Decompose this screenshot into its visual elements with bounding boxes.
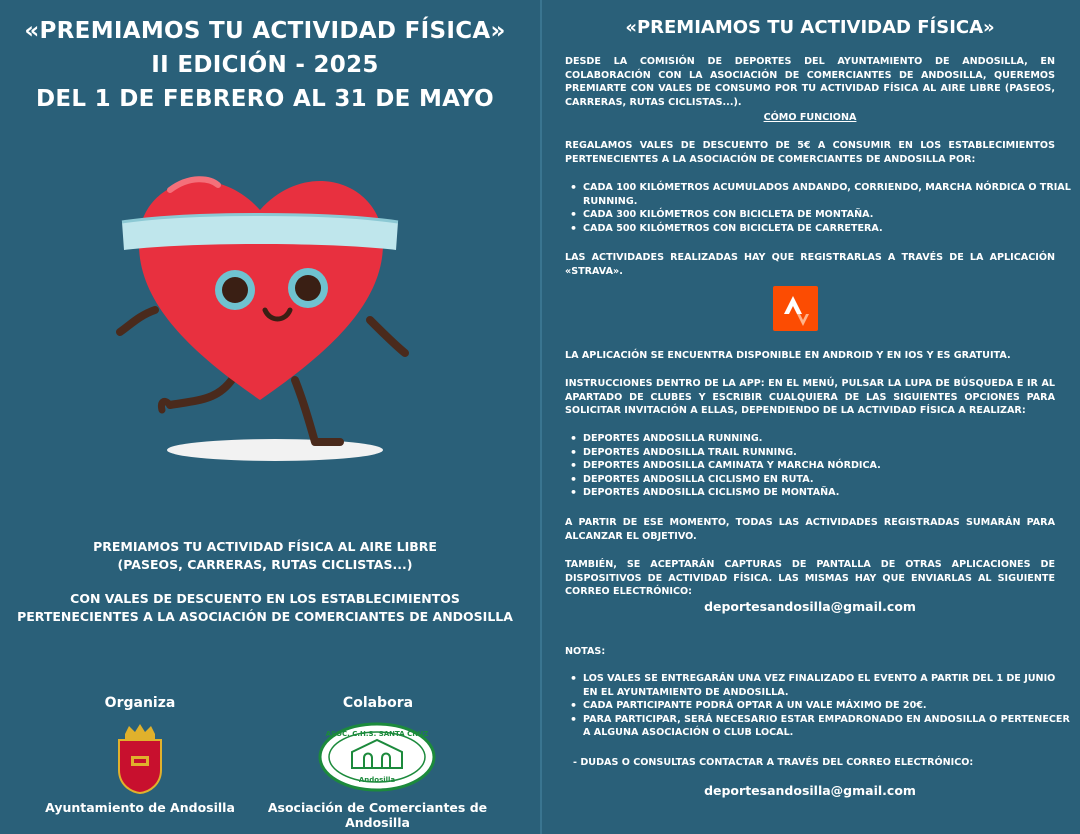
colabora-label: Colabora bbox=[342, 695, 414, 711]
screenshots-paragraph: TAMBIÉN, SE ACEPTARÁN CAPTURAS DE PANTALLA DE OTRAS APLICACIONES DE DISPOSITIVOS DE ACTIVIDAD FÍSICA. LAS MISMAS HAY QUE ENVIARLAS AL SIGUIENTE CORREO ELECTRÓNICO: bbox=[565, 559, 1055, 597]
notes-list bbox=[565, 672, 1073, 740]
blurb-outdoor-line1: PREMIAMOS TU ACTIVIDAD FÍSICA AL AIRE LIBRE bbox=[93, 539, 437, 554]
how-it-works-heading: CÓMO FUNCIONA bbox=[763, 112, 857, 123]
list-item: • CADA 100 KILÓMETROS ACUMULADOS ANDANDO, CORRIENDO, MARCHA NÓRDICA O TRIAL RUNNING. bbox=[583, 181, 1073, 208]
vouchers-paragraph: REGALAMOS VALES DE DESCUENTO DE 5€ A CONSUMIR EN LOS ESTABLECIMIENTOS PERTENECIENTES A LA ASOCIACIÓN DE COMERCIANTES DE ANDOSILLA POR: bbox=[565, 140, 1055, 165]
andosilla-crest-icon bbox=[115, 722, 165, 794]
list-item: • CADA 500 KILÓMETROS CON BICICLETA DE CARRETERA. bbox=[583, 222, 1073, 236]
app-availability: LA APLICACIÓN SE ENCUENTRA DISPONIBLE EN ANDROID Y EN IOS Y ES GRATUITA. bbox=[565, 350, 1011, 361]
notes-heading: NOTAS: bbox=[565, 646, 606, 657]
rules-title: «PREMIAMOS TU ACTIVIDAD FÍSICA» bbox=[625, 17, 995, 38]
list-item: • DEPORTES ANDOSILLA RUNNING. bbox=[583, 432, 1073, 446]
list-item: • LOS VALES SE ENTREGARÁN UNA VEZ FINALIZADO EL EVENTO A PARTIR DEL 1 DE JUNIO EN EL AYUNTAMIENTO DE ANDOSILLA. bbox=[583, 672, 1073, 699]
doubts-paragraph: - DUDAS O CONSULTAS CONTACTAR A TRAVÉS DEL CORREO ELECTRÓNICO: bbox=[573, 757, 974, 768]
right-panel bbox=[565, 0, 1071, 834]
doubts-email-link[interactable]: deportesandosilla@gmail.com bbox=[704, 783, 916, 798]
strava-logo-icon[interactable] bbox=[773, 286, 818, 331]
intro-paragraph: DESDE LA COMISIÓN DE DEPORTES DEL AYUNTAMIENTO DE ANDOSILLA, EN COLABORACIÓN CON LA ASOCIACIÓN DE COMERCIANTES DE ANDOSILLA, QUEREMOS PREMIARTE CON VALES DE CONSUMO POR TU ACTIVIDAD FÍSICA AL AIRE LIBRE (PASEOS, CARRERAS, RUTAS CICLISTAS...). bbox=[565, 56, 1055, 108]
blurb-vouchers bbox=[0, 590, 530, 626]
poster-title: «PREMIAMOS TU ACTIVIDAD FÍSICA» bbox=[24, 18, 506, 44]
date-range: DEL 1 DE FEBRERO AL 31 DE MAYO bbox=[35, 86, 495, 112]
edition-label: II EDICIÓN - 2025 bbox=[151, 52, 379, 78]
list-item: • DEPORTES ANDOSILLA TRAIL RUNNING. bbox=[583, 446, 1073, 460]
list-item: • CADA 300 KILÓMETROS CON BICICLETA DE MONTAÑA. bbox=[583, 208, 1073, 222]
comerciantes-seal-icon bbox=[318, 722, 436, 792]
seal-text-top: ASOC. C.H.S. SANTA CRUZ bbox=[325, 730, 429, 738]
from-then-paragraph: A PARTIR DE ESE MOMENTO, TODAS LAS ACTIVIDADES REGISTRADAS SUMARÁN PARA ALCANZAR EL OBJETIVO. bbox=[565, 517, 1055, 542]
list-item: • CADA PARTICIPANTE PODRÁ OPTAR A UN VALE MÁXIMO DE 20€. bbox=[583, 699, 1073, 713]
colabora-name: Asociación de Comerciantes de Andosilla bbox=[267, 800, 488, 830]
instructions-paragraph: INSTRUCCIONES DENTRO DE LA APP: EN EL MENÚ, PULSAR LA LUPA DE BÚSQUEDA E IR AL APARTADO DE CLUBES Y ESCRIBIR CUALQUIERA DE LAS SIGUIENTES OPCIONES PARA SOLICITAR INVITACIÓN A ELLAS, DEPENDIENDO DE LA ACTIVIDAD FÍSICA A REALIZAR: bbox=[565, 378, 1055, 416]
list-item: • PARA PARTICIPAR, SERÁ NECESARIO ESTAR EMPADRONADO EN ANDOSILLA O PERTENECER A ALGUNA ASOCIACIÓN O CLUB LOCAL. bbox=[583, 713, 1073, 740]
list-item: • DEPORTES ANDOSILLA CAMINATA Y MARCHA NÓRDICA. bbox=[583, 459, 1073, 473]
blurb-vouchers-line1: CON VALES DE DESCUENTO EN LOS ESTABLECIMIENTOS bbox=[70, 591, 460, 606]
seal-text-bottom: Andosilla bbox=[358, 776, 396, 784]
contact-email-link[interactable]: deportesandosilla@gmail.com bbox=[704, 599, 916, 614]
register-paragraph: LAS ACTIVIDADES REALIZADAS HAY QUE REGISTRARLAS A TRAVÉS DE LA APLICACIÓN «STRAVA». bbox=[565, 252, 1055, 277]
organiza-label: Organiza bbox=[104, 695, 176, 711]
list-item: • DEPORTES ANDOSILLA CICLISMO DE MONTAÑA. bbox=[583, 486, 1073, 500]
organiza-name: Ayuntamiento de Andosilla bbox=[45, 800, 235, 815]
blurb-vouchers-line2: PERTENECIENTES A LA ASOCIACIÓN DE COMERCIANTES DE ANDOSILLA bbox=[17, 609, 513, 624]
blurb-outdoor-line2: (PASEOS, CARRERAS, RUTAS CICLISTAS...) bbox=[117, 557, 413, 572]
list-item: • DEPORTES ANDOSILLA CICLISMO EN RUTA. bbox=[583, 473, 1073, 487]
panel-divider bbox=[540, 0, 542, 834]
criteria-list bbox=[565, 181, 1073, 235]
blurb-outdoor bbox=[0, 538, 530, 574]
clubs-list bbox=[565, 432, 1073, 500]
running-heart-illustration bbox=[100, 150, 420, 470]
